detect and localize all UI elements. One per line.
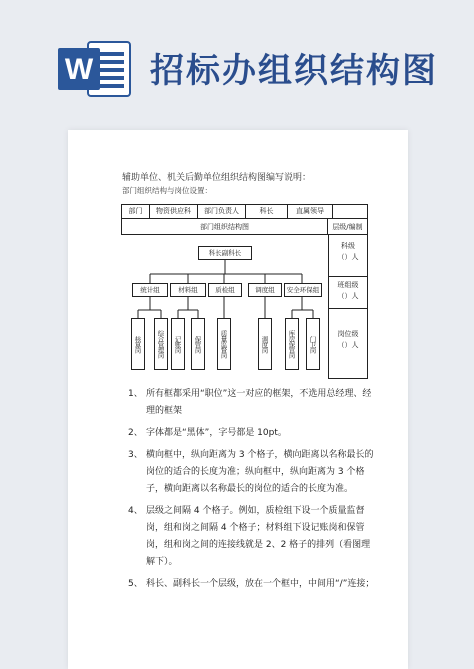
level-name: 班组级 xyxy=(337,281,359,289)
note-text: 字体都是“黑体”，字号都是 10pt。 xyxy=(146,428,287,438)
org-node-post: 门卫岗 xyxy=(306,318,320,370)
org-node-post: 库房保管岗 xyxy=(285,318,299,370)
org-chart xyxy=(120,236,330,386)
note-item xyxy=(128,503,378,571)
header-cell-dept-label: 部门 xyxy=(122,205,150,218)
note-number: 5、 xyxy=(128,579,143,589)
note-text: 层级之间隔 4 个格子。例如，质检组下设一个质量监督岗，组和岗之间隔 4 个格子；材料组下设记账岗和保管岗，组和岗之间的连接线就是 2、2 格子的排列（看图理解下）。 xyxy=(146,506,371,567)
org-node-post: 调度岗 xyxy=(258,318,272,370)
intro-text: 辅助单位、机关后勤单位组织结构图编写说明： xyxy=(122,173,312,183)
word-icon xyxy=(58,38,132,100)
note-item xyxy=(128,447,378,498)
level-header: 层级/编制 xyxy=(332,223,363,231)
org-node-group: 安全环保组 xyxy=(284,283,322,297)
banner xyxy=(0,0,474,130)
note-text: 所有框都采用“职位”这一对应的框架，不选用总经理、经理的框架 xyxy=(146,389,372,416)
level-count: （）人 xyxy=(337,253,359,261)
org-node-group: 材料组 xyxy=(170,283,206,297)
org-node-post: 综合管理岗 xyxy=(154,318,168,370)
header-cell-leader-name: 科长 xyxy=(246,205,288,218)
note-item xyxy=(128,425,378,442)
section-label: 部门组织结构与岗位设置： xyxy=(122,186,212,195)
page-title: 招标办组织结构图 xyxy=(150,51,438,91)
level-box-team xyxy=(328,277,368,309)
level-name: 科级 xyxy=(341,242,355,250)
note-text: 横向框中，纵向距离为 3 个格子，横向距离以名称最长的岗位的适合的长度为准；纵向框中，纵向距离为 3 个格子，横向距离以名称最长的岗位的适合的长度为准。 xyxy=(146,450,374,494)
org-node-post: 记账岗 xyxy=(171,318,185,370)
level-box-section xyxy=(328,235,368,277)
note-item xyxy=(128,386,378,420)
note-number: 1、 xyxy=(128,389,143,399)
org-node-post: 核算岗 xyxy=(131,318,145,370)
struct-title: 部门组织结构图 xyxy=(122,219,328,235)
org-node-post: 保管岗 xyxy=(191,318,205,370)
level-box-post xyxy=(328,309,368,379)
org-node-head: 科长副科长 xyxy=(198,246,252,260)
note-number: 3、 xyxy=(128,450,143,460)
note-number: 2、 xyxy=(128,428,143,438)
notes-list xyxy=(128,386,378,598)
note-item xyxy=(128,576,378,593)
level-count: （）人 xyxy=(337,292,359,300)
level-count: （）人 xyxy=(337,341,359,349)
header-cell-leader-label: 部门负责人 xyxy=(198,205,246,218)
department-header-table xyxy=(121,204,368,235)
header-cell-blank xyxy=(333,205,367,218)
note-number: 4、 xyxy=(128,506,143,516)
org-node-group: 质检组 xyxy=(208,283,242,297)
word-icon-letter: W xyxy=(64,53,94,86)
org-node-group: 统计组 xyxy=(132,283,168,297)
org-node-post: 质量监督岗 xyxy=(217,318,231,370)
note-text: 科长、副科长一个层级，放在一个框中，中间用“/”连接； xyxy=(146,579,375,589)
level-name: 岗位级 xyxy=(337,330,359,338)
header-cell-dept-name: 物资供应科 xyxy=(150,205,198,218)
org-node-group: 调度组 xyxy=(248,283,282,297)
header-cell-superior: 直属领导 xyxy=(288,205,333,218)
